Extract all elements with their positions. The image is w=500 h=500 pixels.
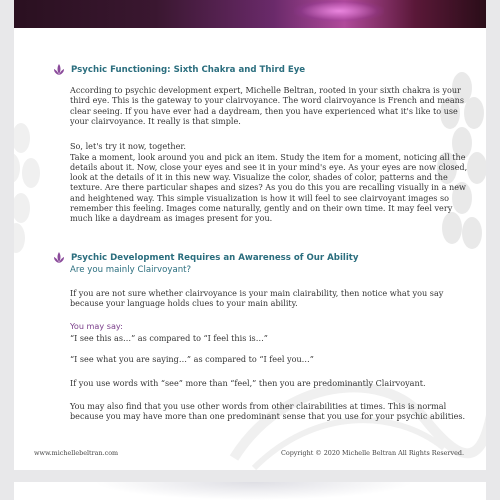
- subheading-clairvoyant: Are you mainly Clairvoyant?: [70, 265, 192, 275]
- section-heading-text: Psychic Development Requires an Awareness of Our Ability: [71, 253, 359, 263]
- footer-copyright: Copyright © 2020 Michelle Beltran All Rights Reserved.: [280, 449, 464, 457]
- header-banner-image: [14, 0, 486, 28]
- paragraph-closing: You may also find that you use other words from other clairabilities at times. This is normal because you may have more than one predominant sense that you use for your psychic abilities.: [70, 401, 466, 422]
- section-heading-sixth-chakra: [52, 63, 305, 77]
- paragraph-clairability-intro: If you are not sure whether clairvoyance is your main clairability, then notice what you say because your language holds clues to your main ability.: [70, 288, 444, 309]
- example-see-this: “I see this as…” as compared to “I feel this is…”: [70, 333, 268, 343]
- lotus-icon: [52, 63, 66, 77]
- banner-glow: [294, 0, 384, 22]
- paragraph-third-eye: According to psychic development expert, Michelle Beltran, rooted in your sixth chakra is your third eye. This is the gateway to your clairvoyance. The word clairvoyance is French and means clear seeing. If you have ever had a daydream, then you have experienced what it's like to use your clairvoyance. It really is that simple.: [70, 85, 465, 126]
- section-heading-awareness: [52, 251, 359, 265]
- you-may-say-label: You may say:: [70, 321, 123, 331]
- lotus-icon: [52, 251, 66, 265]
- paragraph-visualization: Take a moment, look around you and pick an item. Study the item for a moment, noticing all the details about it. Now, close your eyes and see it in your mind's eye. As your eyes are now closed, look at the details of it in this new way. Visualize the color, shades of color, patterns and the texture. Are there particular shapes and sizes? As you do this you are recalling visually in a new and heightened way. This simple visualization is how it will feel to see clairvoyant images so remember this feeling. Images come naturally, gently and on their own time. It may feel very much like a daydream as images present for you.: [70, 151, 468, 224]
- footer-website: www.michellebeltran.com: [34, 449, 119, 457]
- page-paper: [14, 28, 486, 470]
- paragraph-try-it: So, let's try it now, together.: [70, 141, 186, 151]
- next-page-fade: [94, 482, 414, 500]
- paragraph-conclusion: If you use words with “see” more than “feel,” then you are predominantly Clairvoyant.: [70, 378, 426, 388]
- example-see-what: “I see what you are saying…” as compared to “I feel you…”: [70, 354, 314, 364]
- decorative-lotus-left-icon: [14, 118, 46, 258]
- next-page-preview: [14, 482, 486, 500]
- section-heading-text: Psychic Functioning: Sixth Chakra and Third Eye: [71, 65, 306, 75]
